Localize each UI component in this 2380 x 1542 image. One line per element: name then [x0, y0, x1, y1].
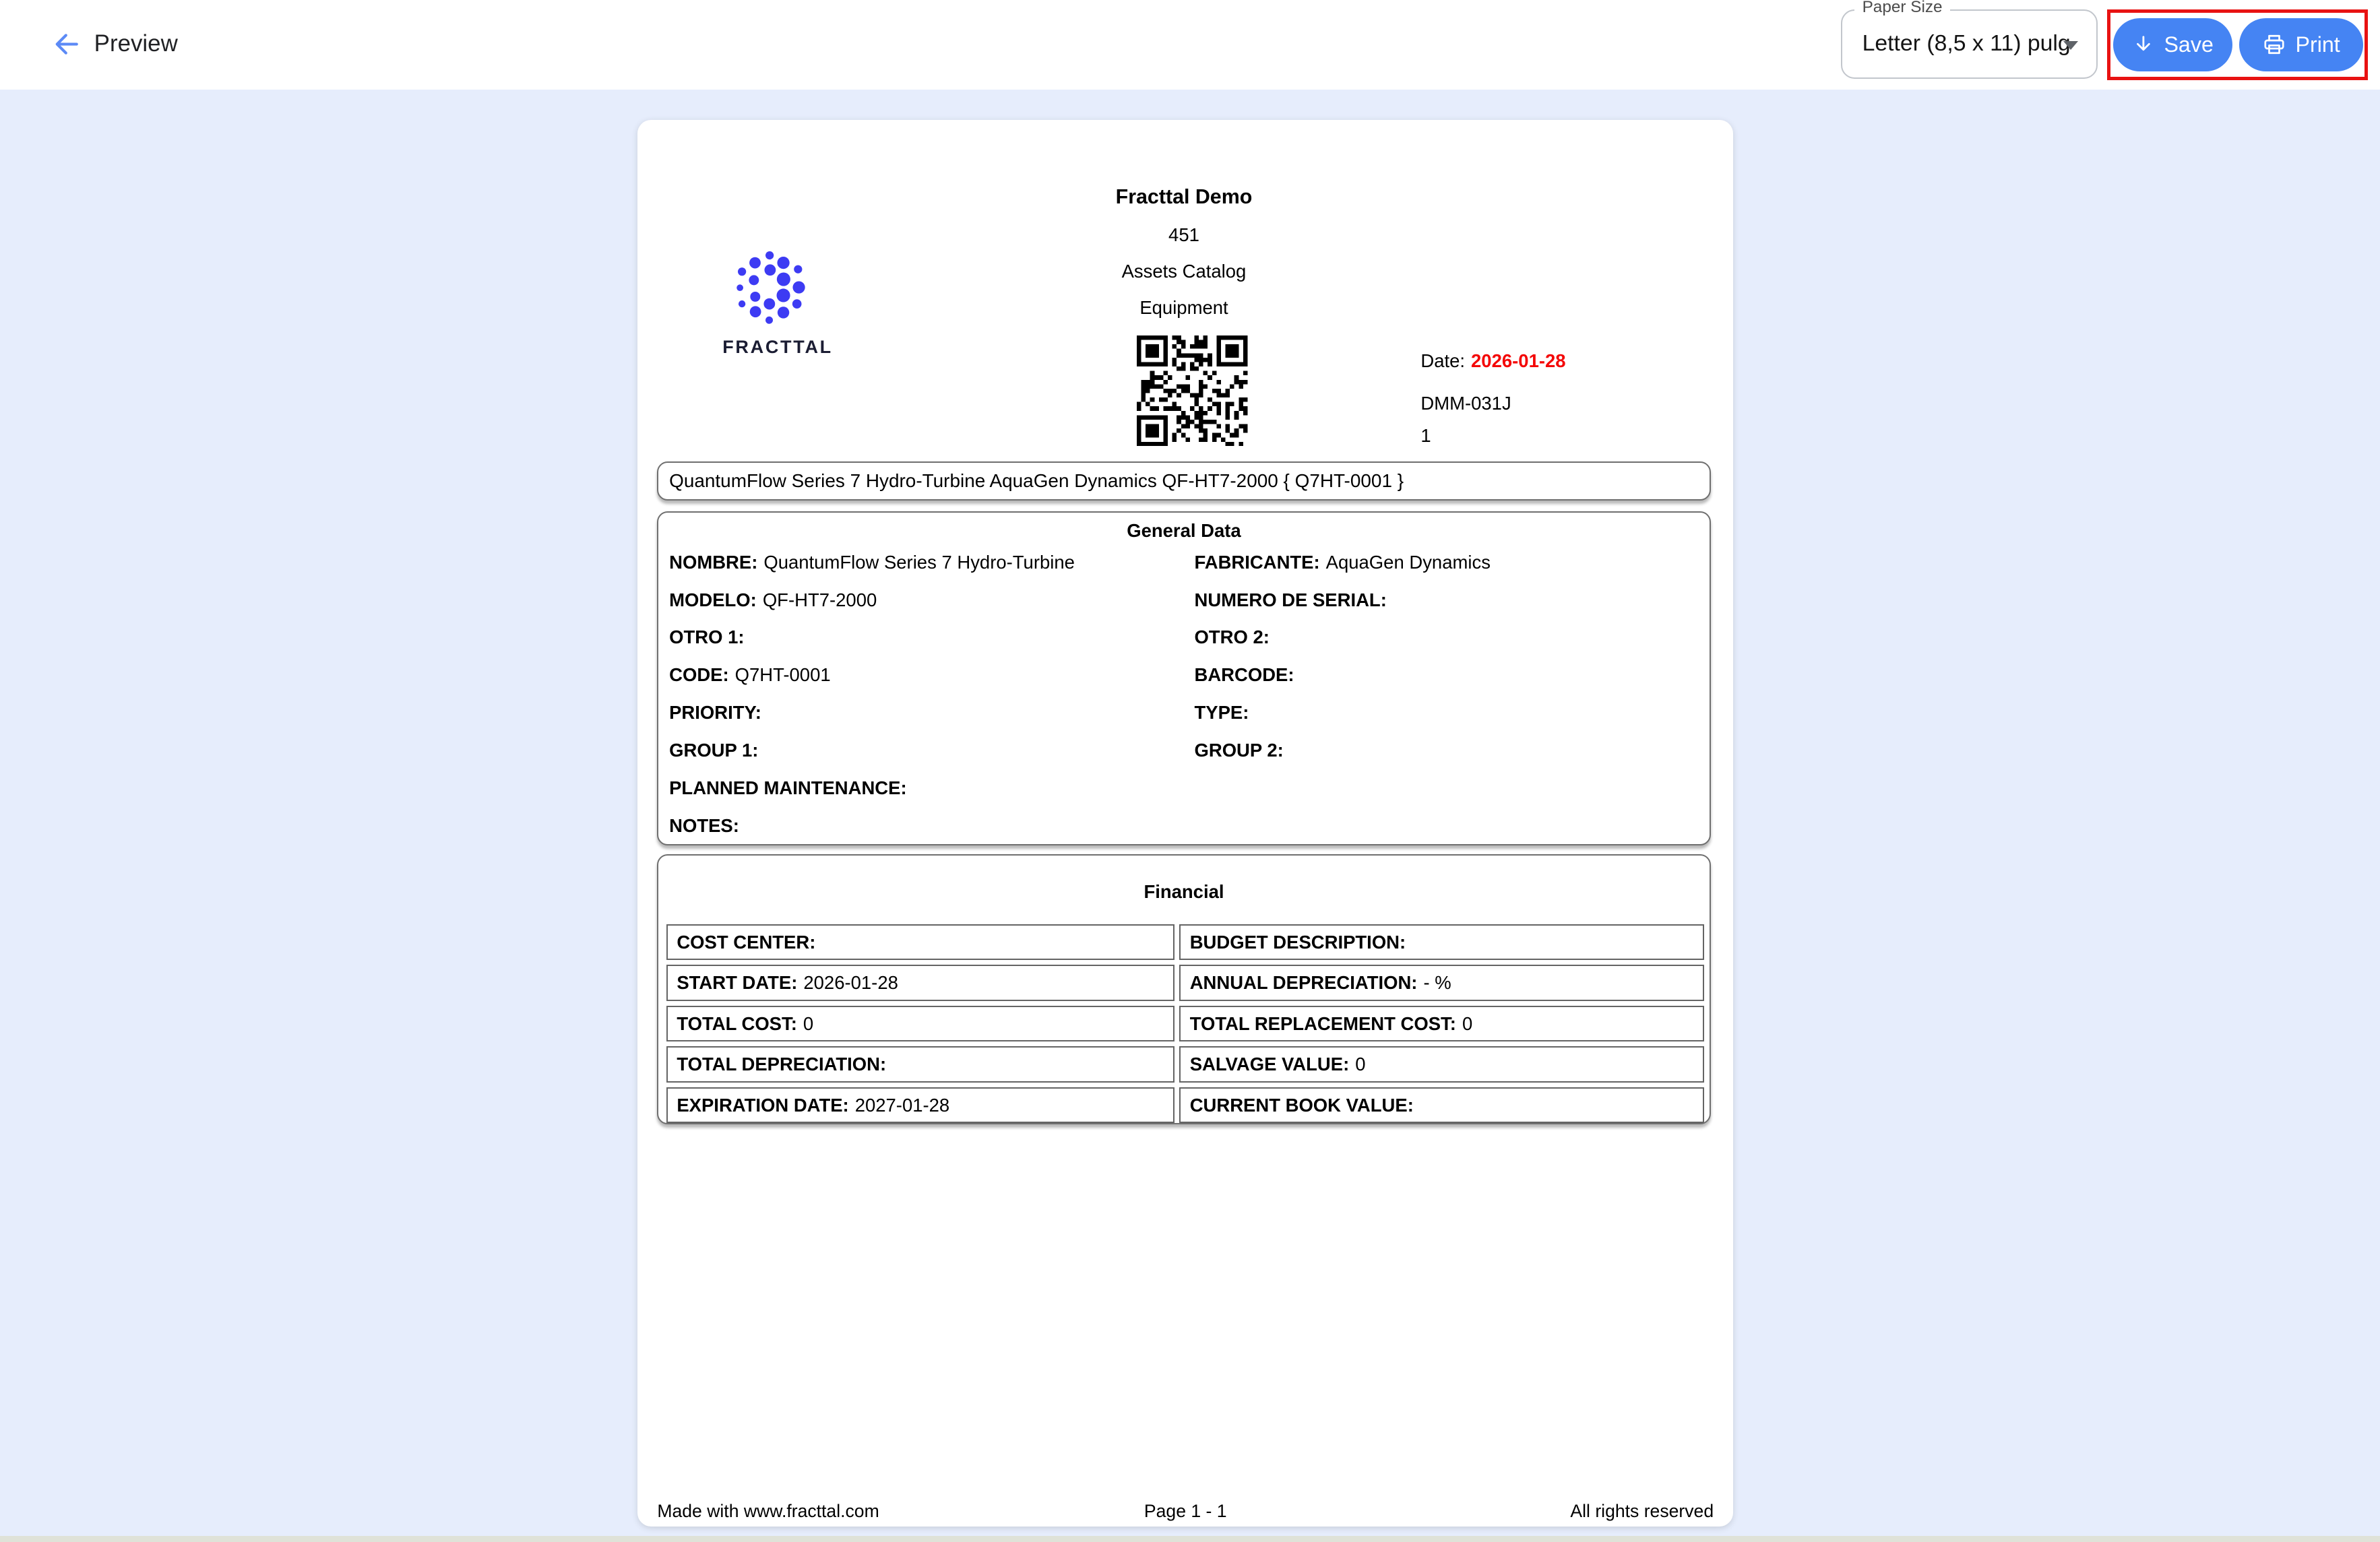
- qr-code: [1137, 335, 1247, 446]
- download-icon: [2132, 32, 2155, 57]
- footer-page-number: Page 1 - 1: [1144, 1500, 1227, 1521]
- field: [669, 590, 1194, 610]
- field: [669, 703, 1194, 722]
- field-label: BARCODE:: [1194, 664, 1294, 686]
- field-value: QF-HT7-2000: [762, 589, 877, 610]
- field-label: CODE:: [669, 664, 729, 686]
- general-data-title: General Data: [1127, 520, 1241, 542]
- field-label: GROUP 1:: [669, 739, 759, 761]
- field-value: 0: [1462, 1013, 1473, 1034]
- field: [669, 778, 913, 798]
- field: [669, 816, 745, 835]
- footer-rights: All rights reserved: [1570, 1500, 1714, 1521]
- general-data-rows: [669, 552, 1699, 854]
- company-name: Fracttal Demo: [1115, 185, 1253, 208]
- general-data-row: [669, 627, 1699, 665]
- field-label: NOMBRE:: [669, 551, 758, 573]
- general-data-row: [669, 665, 1699, 703]
- field: [1194, 627, 1698, 647]
- field: [1194, 665, 1698, 684]
- financial-row: [666, 965, 1704, 1001]
- reference-code: DMM-031J: [1420, 393, 1511, 414]
- field-label: TOTAL COST:: [677, 1013, 797, 1034]
- financial-cell: [666, 924, 1175, 961]
- preview-area: [0, 90, 2380, 1542]
- document-date: [1420, 350, 1565, 372]
- field: [1194, 740, 1698, 760]
- printer-icon: [2262, 32, 2286, 57]
- financial-row: [666, 1046, 1704, 1083]
- financial-section: [657, 854, 1710, 1124]
- financial-cell: [1179, 924, 1704, 961]
- company-id: 451: [1168, 224, 1199, 246]
- financial-cell: [666, 1087, 1175, 1124]
- field: [1194, 552, 1698, 572]
- general-data-section: [657, 511, 1710, 845]
- paper-size-value: Letter (8,5 x 11) pulg: [1862, 30, 2071, 56]
- financial-cell: [1179, 1046, 1704, 1083]
- paper-size-select[interactable]: [1841, 0, 2098, 79]
- general-data-row: [669, 590, 1699, 628]
- field-label: FABRICANTE:: [1194, 551, 1320, 573]
- financial-cell: [666, 1046, 1175, 1083]
- general-data-row: [669, 740, 1699, 778]
- general-data-row: [669, 778, 1699, 816]
- report-title: Assets Catalog: [1121, 261, 1247, 282]
- field-label: EXPIRATION DATE:: [677, 1094, 849, 1116]
- fracttal-wordmark: FRACTTAL: [722, 337, 833, 358]
- chevron-down-icon: [2063, 41, 2078, 50]
- topbar: [0, 0, 2380, 90]
- field-label: PLANNED MAINTENANCE:: [669, 777, 907, 798]
- field-value: 0: [1355, 1054, 1366, 1075]
- financial-cell: [1179, 965, 1704, 1001]
- field: [669, 665, 1194, 684]
- field-label: ANNUAL DEPRECIATION:: [1189, 972, 1418, 994]
- field-label: START DATE:: [677, 972, 798, 994]
- print-button-label: Print: [2295, 32, 2340, 57]
- field-value: 2027-01-28: [854, 1094, 950, 1116]
- save-button-label: Save: [2164, 32, 2214, 57]
- report-type: Equipment: [1139, 297, 1228, 319]
- field-label: GROUP 2:: [1194, 739, 1284, 761]
- field-label: TOTAL DEPRECIATION:: [677, 1054, 887, 1075]
- field-value: AquaGen Dynamics: [1325, 551, 1491, 573]
- financial-cell: [1179, 1087, 1704, 1124]
- field-label: COST CENTER:: [677, 931, 816, 953]
- back-button[interactable]: [50, 29, 84, 59]
- field-label: CURRENT BOOK VALUE:: [1189, 1094, 1414, 1116]
- print-button[interactable]: [2239, 18, 2364, 71]
- field-label: BUDGET DESCRIPTION:: [1189, 931, 1406, 953]
- field-value: - %: [1423, 972, 1451, 994]
- field-label: TYPE:: [1194, 702, 1249, 724]
- save-button[interactable]: [2113, 18, 2233, 71]
- page-title: Preview: [94, 30, 178, 57]
- document-number: 1: [1420, 424, 1431, 446]
- general-data-row: [669, 703, 1699, 740]
- footer-made-with: Made with www.fracttal.com: [657, 1500, 879, 1521]
- field-label: OTRO 2:: [1194, 627, 1270, 648]
- financial-cell: [666, 965, 1175, 1001]
- financial-title: Financial: [1144, 881, 1224, 903]
- date-label: Date:: [1420, 350, 1466, 372]
- financial-table: [662, 920, 1709, 1128]
- asset-title-box: QuantumFlow Series 7 Hydro-Turbine AquaGen Dynamics QF-HT7-2000 { Q7HT-0001 }: [657, 461, 1710, 501]
- field: [669, 740, 1194, 760]
- field-label: MODELO:: [669, 589, 757, 610]
- financial-row: [666, 924, 1704, 961]
- financial-row: [666, 1087, 1704, 1124]
- field-label: TOTAL REPLACEMENT COST:: [1189, 1013, 1456, 1034]
- field-label: PRIORITY:: [669, 702, 761, 724]
- field-label: NUMERO DE SERIAL:: [1194, 589, 1387, 610]
- paper-size-label: Paper Size: [1854, 0, 1949, 17]
- field: [1194, 590, 1698, 610]
- financial-row: [666, 1006, 1704, 1042]
- back-arrow-icon: [50, 29, 84, 59]
- field-label: SALVAGE VALUE:: [1189, 1054, 1350, 1075]
- field: [1194, 703, 1698, 722]
- field: [669, 627, 1194, 647]
- financial-cell: [666, 1006, 1175, 1042]
- document-page: [637, 120, 1733, 1527]
- financial-cell: [1179, 1006, 1704, 1042]
- field: [669, 552, 1194, 572]
- field-value: QuantumFlow Series 7 Hydro-Turbine: [763, 551, 1075, 573]
- general-data-row: [669, 552, 1699, 590]
- field-value: 2026-01-28: [803, 972, 898, 994]
- field-label: OTRO 1:: [669, 627, 745, 648]
- field-value: Q7HT-0001: [734, 664, 831, 686]
- general-data-row: [669, 816, 1699, 854]
- bottom-strip: [0, 1536, 2380, 1542]
- date-value: 2026-01-28: [1471, 350, 1566, 372]
- field-label: NOTES:: [669, 814, 739, 836]
- field-value: 0: [803, 1013, 814, 1034]
